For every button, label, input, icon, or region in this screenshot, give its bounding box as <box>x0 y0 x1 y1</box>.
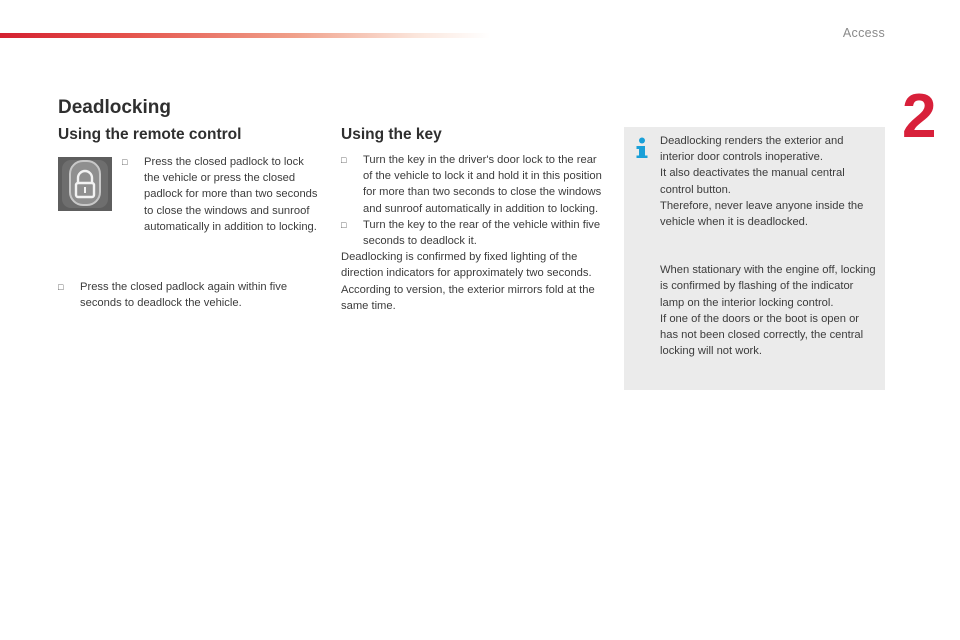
key-bullet-2 <box>341 217 605 249</box>
remote-bullet-1 <box>122 154 322 235</box>
key-paragraph-1: Deadlocking is confirmed by fixed lighting of the direction indicators for approximately two seconds. <box>341 251 592 280</box>
key-heading: Using the key <box>341 126 442 143</box>
info-spacer <box>660 230 876 262</box>
key-bullet-1-text: Turn the key in the driver's door lock to the rear of the vehicle to lock it and hold it in this position for more than two seconds to close the windows and sunroof automatically in addition to locking. <box>363 154 602 215</box>
header-color-bar <box>0 33 490 38</box>
remote-bullet-2-text: Press the closed padlock again within five seconds to deadlock the vehicle. <box>80 281 288 310</box>
info-box <box>624 127 885 390</box>
key-paragraph-2: According to version, the exterior mirrors fold at the same time. <box>341 283 595 312</box>
section-label: Access <box>842 26 885 40</box>
info-paragraph-2: It also deactivates the manual central control button. <box>660 167 845 196</box>
bullet-checkbox-icon: □ <box>58 282 64 292</box>
remote-bullet-2 <box>58 279 320 311</box>
remote-bullet-1-text: Press the closed padlock to lock the vehicle or press the closed padlock for more than two seconds to close the windows and sunroof automatically in addition to locking. <box>144 156 318 233</box>
padlock-icon <box>58 157 112 211</box>
bullet-checkbox-icon: □ <box>341 219 347 230</box>
info-paragraph-1: Deadlocking renders the exterior and interior door controls inoperative. <box>660 135 844 164</box>
page-title: Deadlocking <box>58 97 171 118</box>
info-paragraph-5: If one of the doors or the boot is open or has not been closed correctly, the central locking will not work. <box>660 312 864 358</box>
bullet-checkbox-icon: □ <box>122 157 128 167</box>
remote-padlock-row <box>58 154 318 269</box>
info-paragraph-4: When stationary with the engine off, locking is confirmed by flashing of the indicator lamp on the interior locking control. <box>660 264 876 309</box>
key-section <box>341 126 605 314</box>
info-icon <box>634 137 650 159</box>
info-paragraph-3: Therefore, never leave anyone inside the vehicle when it is deadlocked. <box>660 199 864 229</box>
remote-control-heading: Using the remote control <box>58 126 242 143</box>
remote-control-section <box>58 126 318 311</box>
key-bullet-list <box>341 152 605 249</box>
bullet-checkbox-icon: □ <box>341 155 347 165</box>
info-text <box>660 133 876 359</box>
key-bullet-2-text: Turn the key to the rear of the vehicle within five seconds to deadlock it. <box>363 218 601 248</box>
key-bullet-1 <box>341 152 605 217</box>
chapter-number: 2 <box>902 82 937 151</box>
